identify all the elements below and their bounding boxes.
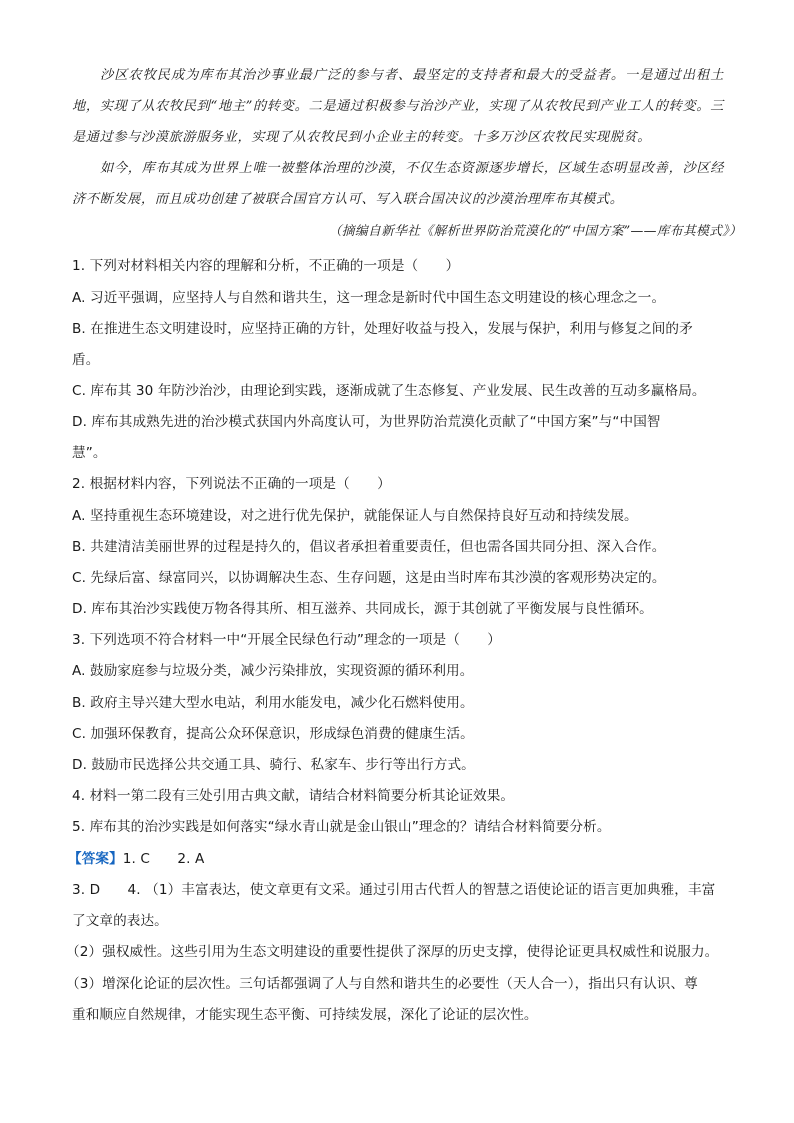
question-1-option-d: D. 库布其成熟先进的治沙模式获国内外高度认可，为世界防治荒漠化贡献了“中国方案”与“中国智	[72, 414, 661, 430]
question-1-option-a: A. 习近平强调，应坚持人与自然和谐共生，这一理念是新时代中国生态文明建设的核心理念之一。	[72, 290, 666, 306]
question-3-stem: 3. 下列选项不符合材料一中“开展全民绿色行动”理念的一项是（ ）	[72, 632, 501, 648]
question-3-option-a: A. 鼓励家庭参与垃圾分类，减少污染排放，实现资源的循环利用。	[72, 663, 474, 679]
answer-tag: 【答案】	[68, 851, 123, 867]
question-1-option-d-cont: 慧”。	[72, 445, 107, 461]
material-source: （摘编自新华社《解析世界防治荒漠化的“中国方案”——库布其模式》）	[328, 224, 742, 239]
question-1-option-b-cont: 盾。	[72, 352, 100, 368]
question-2-option-a: A. 坚持重视生态环境建设，对之进行优先保护，就能保证人与自然保持良好互动和持续发展。	[72, 508, 638, 524]
answer-line-1: 3. D 4. （1）丰富表达，使文章更有文采。通过引用古代哲人的智慧之语使论证的语言更加典雅，丰富	[72, 882, 716, 898]
answer-line-4: （3）增深化论证的层次性。三句话都强调了人与自然和谐共生的必要性（天人合一），指出只有认识、尊	[66, 976, 698, 992]
question-2-option-b: B. 共建清洁美丽世界的过程是持久的，倡议者承担着重要责任，但也需各国共同分担、深入合作。	[72, 539, 666, 555]
answer-line-2: 了文章的表达。	[72, 913, 168, 929]
answer-head: 1. C 2. A	[122, 851, 205, 867]
question-2-option-d: D. 库布其治沙实践使万物各得其所、相互滋养、共同成长，源于其创就了平衡发展与良性循环。	[72, 601, 653, 617]
question-3-option-b: B. 政府主导兴建大型水电站，利用水能发电，减少化石燃料使用。	[72, 695, 474, 711]
question-1-option-c: C. 库布其 30 年防沙治沙，由理论到实践，逐渐成就了生态修复、产业发展、民生改善的互动多赢格局。	[72, 383, 706, 399]
question-1-option-b: B. 在推进生态文明建设时，应坚持正确的方针，处理好收益与投入，发展与保护，利用与修复之间的矛	[72, 321, 693, 337]
answer-line-3: （2）强权威性。这些引用为生态文明建设的重要性提供了深厚的历史支撑，使得论证更具权威性和说服力。	[66, 944, 719, 960]
question-1-stem: 1. 下列对材料相关内容的理解和分析，不正确的一项是（ ）	[72, 258, 460, 274]
answer-header	[68, 847, 204, 867]
question-2-option-c: C. 先绿后富、绿富同兴，以协调解决生态、生存问题，这是由当时库布其沙漠的客观形势决定的。	[72, 570, 666, 586]
material-paragraph-1: 沙区农牧民成为库布其治沙事业最广泛的参与者、最坚定的支持者和最大的受益者。一是通过出租土地，实现了从农牧民到“地主”的转变。二是通过积极参与治沙产业，实现了从农牧民到产业工人的转变。三是通过参与沙漠旅游服务业，实现了从农牧民到小企业主的转变。十多万沙区农牧民实现脱贫。	[72, 68, 724, 145]
question-5-stem: 5. 库布其的治沙实践是如何落实“绿水青山就是金山银山”理念的？请结合材料简要分析。	[72, 819, 611, 835]
answer-line-5: 重和顺应自然规律，才能实现生态平衡、可持续发展，深化了论证的层次性。	[72, 1007, 538, 1023]
question-3-option-d: D. 鼓励市民选择公共交通工具、骑行、私家车、步行等出行方式。	[72, 757, 475, 773]
question-3-option-c: C. 加强环保教育，提高公众环保意识，形成绿色消费的健康生活。	[72, 726, 474, 742]
question-4-stem: 4. 材料一第二段有三处引用古典文献，请结合材料简要分析其论证效果。	[72, 788, 515, 804]
material-paragraph-2: 如今，库布其成为世界上唯一被整体治理的沙漠，不仅生态资源逐步增长，区域生态明显改善，沙区经济不断发展，而且成功创建了被联合国官方认可、写入联合国决议的沙漠治理库布其模式。	[72, 161, 724, 207]
question-2-stem: 2. 根据材料内容，下列说法不正确的一项是（ ）	[72, 476, 391, 492]
